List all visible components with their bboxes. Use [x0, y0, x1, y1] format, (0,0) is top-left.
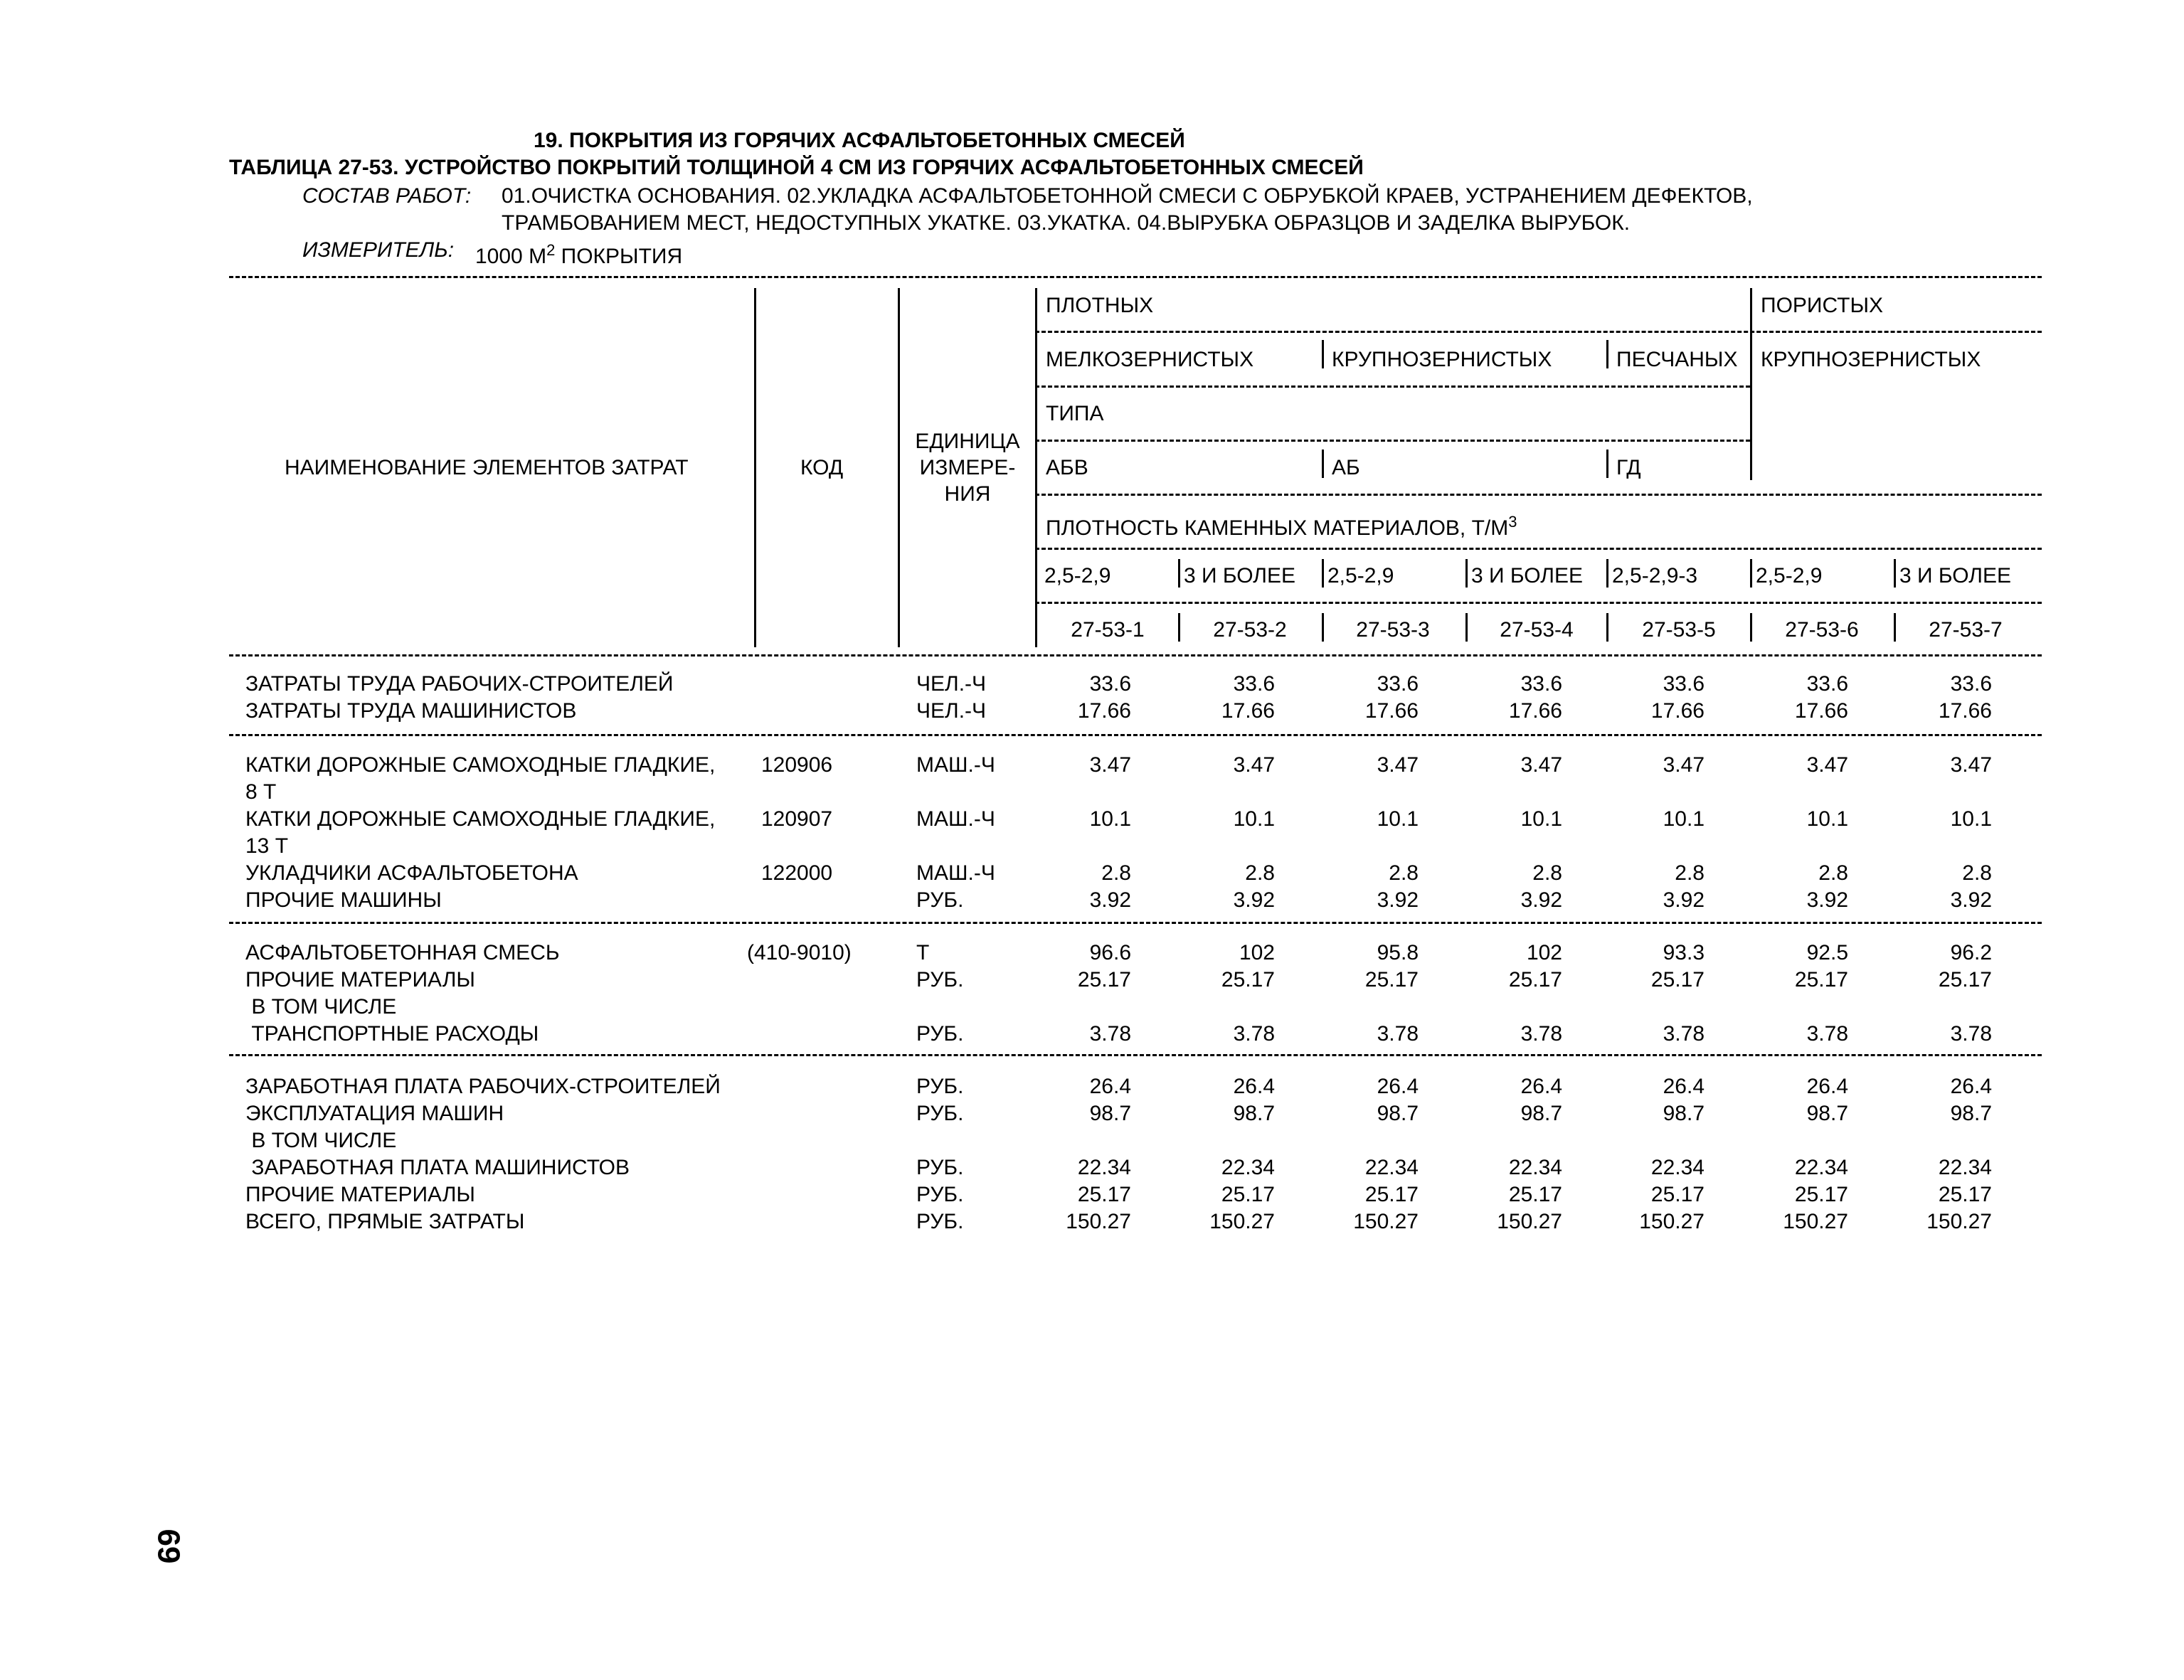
row-value: 25.17: [1508, 968, 1562, 991]
row-value: 3.92: [1950, 888, 1992, 912]
row-value: 3.92: [1089, 888, 1131, 912]
row-value: 150.27: [1639, 1210, 1705, 1233]
header-divider-name: [754, 288, 756, 647]
row-value: 22.34: [1794, 1156, 1848, 1179]
row-value: 25.17: [1650, 1183, 1705, 1206]
column-code: 27-53-1: [1071, 618, 1145, 642]
row-value: 2.8: [1245, 861, 1275, 885]
row-value: 25.17: [1077, 968, 1131, 991]
row-value: 3.47: [1663, 753, 1705, 777]
measure-unit: 1000 М: [475, 245, 547, 268]
row-value: 3.78: [1520, 1022, 1562, 1046]
row-name: ТРАНСПОРТНЫЕ РАСХОДЫ: [245, 1022, 539, 1046]
row-name: ЗАТРАТЫ ТРУДА РАБОЧИХ-СТРОИТЕЛЕЙ: [245, 672, 674, 696]
column-code: 27-53-7: [1929, 618, 2003, 642]
row-value: 17.66: [1650, 699, 1705, 723]
row-value: 98.7: [1233, 1102, 1275, 1125]
row-value: 3.78: [1089, 1022, 1131, 1046]
header-name: НАИМЕНОВАНИЕ ЭЛЕМЕНТОВ ЗАТРАТ: [285, 456, 689, 479]
row-value: 98.7: [1663, 1102, 1705, 1125]
row-code: (410-9010): [747, 941, 852, 964]
row-value: 3.47: [1377, 753, 1419, 777]
row-value: 26.4: [1950, 1075, 1992, 1098]
row-name: В ТОМ ЧИСЛЕ: [245, 995, 397, 1019]
row-name: 13 Т: [245, 834, 289, 858]
row-value: 3.47: [1233, 753, 1275, 777]
row-name: АСФАЛЬТОБЕТОННАЯ СМЕСЬ: [245, 941, 560, 964]
measure-label: [302, 238, 454, 263]
header-fine: МЕЛКОЗЕРНИСТЫХ: [1046, 348, 1254, 371]
row-value: 3.47: [1089, 753, 1131, 777]
row-value: 96.6: [1089, 941, 1131, 964]
header-line-2: [1035, 386, 1750, 388]
row-value: 95.8: [1377, 941, 1419, 964]
row-value: 25.17: [1938, 1183, 1992, 1206]
row-value: 150.27: [1783, 1210, 1848, 1233]
row-name: ВСЕГО, ПРЯМЫЕ ЗАТРАТЫ: [245, 1210, 525, 1233]
row-value: 10.1: [1233, 807, 1275, 831]
row-value: 3.47: [1806, 753, 1848, 777]
work-line-2: ТРАМБОВАНИЕМ МЕСТ, НЕДОСТУПНЫХ УКАТКЕ. 03.УКАТКА. 04.ВЫРУБКА ОБРАЗЦОВ И ЗАДЕЛКА ВЫРУБОК.: [502, 211, 1631, 235]
row-unit: РУБ.: [916, 1022, 964, 1046]
header-density-text: ПЛОТНОСТЬ КАМЕННЫХ МАТЕРИАЛОВ, Т/М: [1046, 516, 1509, 540]
row-value: 33.6: [1950, 672, 1992, 696]
header-code: КОД: [800, 456, 844, 479]
row-value: 98.7: [1520, 1102, 1562, 1125]
density-div-6: [1894, 559, 1896, 588]
row-value: 10.1: [1377, 807, 1419, 831]
row-value: 2.8: [1818, 861, 1848, 885]
row-value: 26.4: [1520, 1075, 1562, 1098]
row-value: 3.92: [1663, 888, 1705, 912]
row-value: 3.78: [1377, 1022, 1419, 1046]
row-value: 17.66: [1221, 699, 1275, 723]
row-value: 25.17: [1650, 968, 1705, 991]
row-value: 150.27: [1353, 1210, 1419, 1233]
row-name: 8 Т: [245, 780, 277, 804]
row-value: 25.17: [1364, 968, 1419, 991]
row-value: 25.17: [1938, 968, 1992, 991]
row-value: 3.47: [1950, 753, 1992, 777]
density-div-4: [1606, 559, 1608, 588]
header-divider-coarse: [1322, 340, 1324, 368]
density-div-1: [1178, 559, 1180, 588]
row-value: 3.92: [1520, 888, 1562, 912]
header-unit-1: ЕДИНИЦА: [915, 430, 1020, 453]
row-value: 2.8: [1389, 861, 1419, 885]
row-value: 25.17: [1508, 1183, 1562, 1206]
work-label: СОСТАВ РАБОТ:: [302, 184, 472, 208]
density-3: 2,5-2,9: [1327, 564, 1394, 588]
measure-label-text: ИЗМЕРИТЕЛЬ:: [302, 238, 455, 262]
row-value: 2.8: [1101, 861, 1131, 885]
row-unit: Т: [916, 941, 930, 964]
density-6: 2,5-2,9: [1756, 564, 1823, 588]
column-code: 27-53-5: [1642, 618, 1716, 642]
header-density: [1046, 509, 1517, 541]
column-code: 27-53-6: [1785, 618, 1859, 642]
measure-suffix: ПОКРЫТИЯ: [555, 245, 683, 268]
row-value: 26.4: [1663, 1075, 1705, 1098]
row-value: 25.17: [1221, 968, 1275, 991]
row-name: КАТКИ ДОРОЖНЫЕ САМОХОДНЫЕ ГЛАДКИЕ,: [245, 753, 716, 777]
row-unit: ЧЕЛ.-Ч: [916, 672, 987, 696]
row-value: 2.8: [1675, 861, 1705, 885]
row-value: 10.1: [1663, 807, 1705, 831]
row-value: 3.92: [1806, 888, 1848, 912]
row-value: 25.17: [1364, 1183, 1419, 1206]
header-line-4: [1035, 494, 2042, 496]
row-unit: ЧЕЛ.-Ч: [916, 699, 987, 723]
page-number: 69: [151, 1529, 186, 1564]
density-div-3: [1465, 559, 1468, 588]
row-value: 33.6: [1233, 672, 1275, 696]
row-value: 2.8: [1532, 861, 1562, 885]
row-code: 122000: [761, 861, 833, 885]
section-sep-1: [229, 734, 2042, 736]
row-unit: МАШ.-Ч: [916, 861, 995, 885]
code-divider: [1322, 613, 1324, 642]
row-value: 96.2: [1950, 941, 1992, 964]
header-type: ТИПА: [1046, 402, 1104, 425]
row-value: 17.66: [1794, 699, 1848, 723]
row-value: 17.66: [1938, 699, 1992, 723]
row-unit: РУБ.: [916, 968, 964, 991]
row-value: 98.7: [1377, 1102, 1419, 1125]
row-value: 22.34: [1938, 1156, 1992, 1179]
row-value: 26.4: [1377, 1075, 1419, 1098]
table-title: ТАБЛИЦА 27-53. УСТРОЙСТВО ПОКРЫТИЙ ТОЛЩИНОЙ 4 СМ ИЗ ГОРЯЧИХ АСФАЛЬТОБЕТОННЫХ СМЕСЕЙ: [229, 156, 1364, 179]
table-header-bottom: [229, 654, 2042, 656]
header-unit-3: НИЯ: [944, 482, 991, 506]
header-line-5: [1035, 548, 2042, 550]
row-unit: РУБ.: [916, 1210, 964, 1233]
density-5: 2,5-2,9-3: [1612, 564, 1698, 588]
work-line-1: 01.ОЧИСТКА ОСНОВАНИЯ. 02.УКЛАДКА АСФАЛЬТОБЕТОННОЙ СМЕСИ С ОБРУБКОЙ КРАЕВ, УСТРАНЕНИЕМ ДЕФЕКТОВ,: [502, 184, 1753, 208]
row-value: 25.17: [1794, 968, 1848, 991]
row-name: УКЛАДЧИКИ АСФАЛЬТОБЕТОНА: [245, 861, 578, 885]
row-value: 22.34: [1221, 1156, 1275, 1179]
header-abv: АБВ: [1046, 456, 1088, 479]
row-value: 150.27: [1209, 1210, 1275, 1233]
row-name: ЗАТРАТЫ ТРУДА МАШИНИСТОВ: [245, 699, 577, 723]
row-value: 17.66: [1364, 699, 1419, 723]
row-value: 10.1: [1950, 807, 1992, 831]
header-divider-sandy: [1606, 340, 1608, 368]
header-gd: ГД: [1616, 456, 1641, 479]
row-value: 33.6: [1377, 672, 1419, 696]
row-name: КАТКИ ДОРОЖНЫЕ САМОХОДНЫЕ ГЛАДКИЕ,: [245, 807, 716, 831]
row-value: 22.34: [1650, 1156, 1705, 1179]
header-coarse: КРУПНОЗЕРНИСТЫХ: [1332, 348, 1552, 371]
code-divider: [1465, 613, 1468, 642]
column-code: 27-53-3: [1356, 618, 1430, 642]
row-value: 98.7: [1089, 1102, 1131, 1125]
row-value: 25.17: [1794, 1183, 1848, 1206]
row-value: 98.7: [1950, 1102, 1992, 1125]
header-divider-code: [898, 288, 900, 647]
section-sep-2: [229, 922, 2042, 924]
measure-sup: 2: [546, 241, 556, 259]
code-divider: [1178, 613, 1180, 642]
section-sep-3: [229, 1054, 2042, 1056]
code-divider: [1750, 613, 1752, 642]
row-value: 3.92: [1233, 888, 1275, 912]
row-unit: РУБ.: [916, 888, 964, 912]
row-value: 33.6: [1806, 672, 1848, 696]
row-value: 33.6: [1520, 672, 1562, 696]
row-value: 102: [1526, 941, 1562, 964]
row-value: 25.17: [1221, 1183, 1275, 1206]
row-value: 26.4: [1233, 1075, 1275, 1098]
row-name: ЗАРАБОТНАЯ ПЛАТА РАБОЧИХ-СТРОИТЕЛЕЙ: [245, 1075, 721, 1098]
row-value: 150.27: [1066, 1210, 1131, 1233]
row-value: 150.27: [1926, 1210, 1992, 1233]
row-value: 2.8: [1962, 861, 1992, 885]
header-divider-porous: [1750, 288, 1752, 480]
header-line-6: [1035, 602, 2042, 604]
row-unit: РУБ.: [916, 1102, 964, 1125]
row-unit: МАШ.-Ч: [916, 753, 995, 777]
density-div-5: [1750, 559, 1752, 588]
density-div-2: [1322, 559, 1324, 588]
section-title: 19. ПОКРЫТИЯ ИЗ ГОРЯЧИХ АСФАЛЬТОБЕТОННЫХ СМЕСЕЙ: [534, 129, 1185, 152]
row-value: 10.1: [1089, 807, 1131, 831]
header-ab: АБ: [1332, 456, 1360, 479]
row-name: ПРОЧИЕ МАТЕРИАЛЫ: [245, 968, 475, 991]
row-value: 3.78: [1950, 1022, 1992, 1046]
row-unit: РУБ.: [916, 1156, 964, 1179]
row-unit: МАШ.-Ч: [916, 807, 995, 831]
measure-value: [475, 238, 682, 270]
row-value: 92.5: [1806, 941, 1848, 964]
row-value: 33.6: [1089, 672, 1131, 696]
row-value: 3.78: [1663, 1022, 1705, 1046]
density-1: 2,5-2,9: [1044, 564, 1111, 588]
density-4: 3 И БОЛЕЕ: [1471, 564, 1583, 588]
row-value: 22.34: [1508, 1156, 1562, 1179]
row-value: 25.17: [1077, 1183, 1131, 1206]
header-line-3: [1035, 440, 1750, 442]
row-value: 17.66: [1508, 699, 1562, 723]
code-divider: [1894, 613, 1896, 642]
row-value: 26.4: [1806, 1075, 1848, 1098]
row-value: 22.34: [1077, 1156, 1131, 1179]
row-name: ЭКСПЛУАТАЦИЯ МАШИН: [245, 1102, 504, 1125]
header-porous: ПОРИСТЫХ: [1761, 294, 1884, 317]
row-value: 10.1: [1520, 807, 1562, 831]
header-unit-2: ИЗМЕРЕ-: [919, 456, 1016, 479]
row-name: ПРОЧИЕ МАТЕРИАЛЫ: [245, 1183, 475, 1206]
header-density-sup: 3: [1508, 513, 1517, 531]
row-value: 93.3: [1663, 941, 1705, 964]
row-value: 150.27: [1497, 1210, 1562, 1233]
column-code: 27-53-4: [1500, 618, 1574, 642]
code-divider: [1606, 613, 1608, 642]
row-code: 120907: [761, 807, 833, 831]
row-value: 98.7: [1806, 1102, 1848, 1125]
row-value: 22.34: [1364, 1156, 1419, 1179]
row-value: 3.47: [1520, 753, 1562, 777]
header-dense: ПЛОТНЫХ: [1046, 294, 1154, 317]
row-value: 33.6: [1663, 672, 1705, 696]
row-value: 26.4: [1089, 1075, 1131, 1098]
row-value: 17.66: [1077, 699, 1131, 723]
row-value: 102: [1239, 941, 1275, 964]
row-name: В ТОМ ЧИСЛЕ: [245, 1129, 397, 1152]
row-unit: РУБ.: [916, 1075, 964, 1098]
row-value: 10.1: [1806, 807, 1848, 831]
header-divider-unit: [1035, 288, 1037, 647]
header-sandy: ПЕСЧАНЫХ: [1616, 348, 1738, 371]
header-line-1: [1035, 331, 2042, 333]
column-code: 27-53-2: [1213, 618, 1287, 642]
header-divider-gd: [1606, 450, 1608, 478]
table-top-border: [229, 276, 2042, 278]
row-value: 3.92: [1377, 888, 1419, 912]
row-code: 120906: [761, 753, 833, 777]
density-7: 3 И БОЛЕЕ: [1899, 564, 2011, 588]
row-value: 3.78: [1233, 1022, 1275, 1046]
header-coarse2: КРУПНОЗЕРНИСТЫХ: [1761, 348, 1981, 371]
row-name: ПРОЧИЕ МАШИНЫ: [245, 888, 442, 912]
header-divider-ab: [1322, 450, 1324, 478]
row-name: ЗАРАБОТНАЯ ПЛАТА МАШИНИСТОВ: [245, 1156, 630, 1179]
row-value: 3.78: [1806, 1022, 1848, 1046]
row-unit: РУБ.: [916, 1183, 964, 1206]
density-2: 3 И БОЛЕЕ: [1184, 564, 1295, 588]
